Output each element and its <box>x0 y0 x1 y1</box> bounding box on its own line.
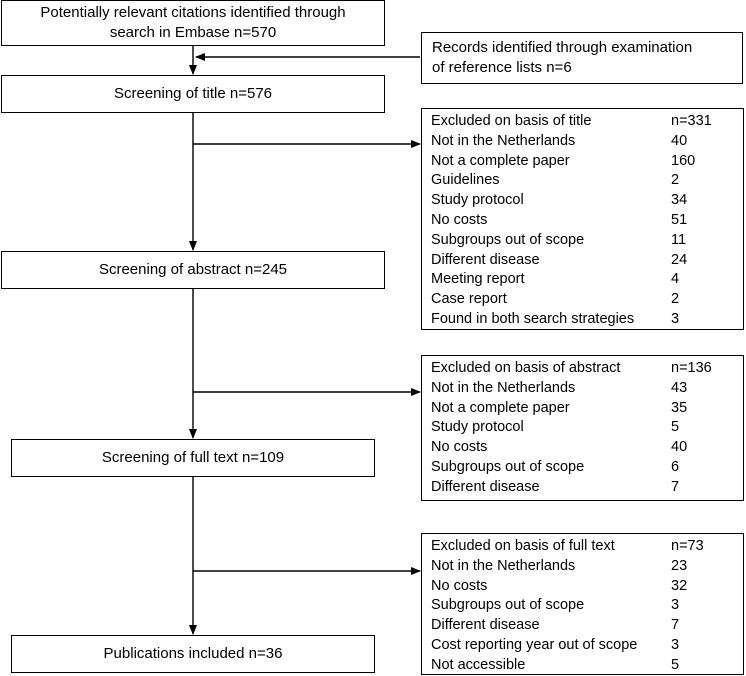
fulltext-exclusions-box <box>421 533 744 675</box>
exclusion-row: Excluded on basis of abstract n=136 <box>431 360 712 376</box>
exclusion-row: Not a complete paper 35 <box>431 399 688 416</box>
included-label: Publications included n=36 <box>103 645 283 662</box>
exclusion-row: Not in the Netherlands 40 <box>431 132 688 149</box>
exclusion-row: Meeting report 4 <box>431 271 680 288</box>
exclusion-row: Guidelines 2 <box>431 172 680 189</box>
abstract-exclusions-box <box>421 355 744 501</box>
exclusion-row: Not in the Netherlands 23 <box>431 557 688 574</box>
exclusion-row: Different disease 7 <box>431 617 680 634</box>
exclusion-row: Not in the Netherlands 43 <box>431 379 688 396</box>
screening-abstract-label: Screening of abstract n=245 <box>98 261 288 278</box>
screening-abstract-box <box>1 251 385 289</box>
screening-title-label: Screening of title n=576 <box>113 85 273 102</box>
screening-fulltext-box <box>11 439 375 477</box>
exclusion-row: Different disease 24 <box>431 251 688 268</box>
exclusion-row: No costs 51 <box>431 211 688 228</box>
exclusion-row: Not a complete paper 160 <box>431 152 696 169</box>
exclusion-row: No costs 32 <box>431 577 688 594</box>
exclusion-row: Subgroups out of scope 3 <box>431 597 680 614</box>
exclusion-row: Not accessible 5 <box>431 656 680 673</box>
reference-line-1: Records identified through examination <box>432 39 693 56</box>
screening-title-box <box>1 75 385 113</box>
exclusion-row: No costs 40 <box>431 439 688 456</box>
screening-fulltext-label: Screening of full text n=109 <box>101 449 285 466</box>
exclusion-row: Subgroups out of scope 11 <box>431 231 687 248</box>
exclusion-row: Excluded on basis of title n=331 <box>431 113 712 129</box>
exclusion-row: Found in both search strategies 3 <box>431 310 680 327</box>
identified-box <box>1 0 385 46</box>
exclusion-row: Different disease 7 <box>431 478 680 495</box>
included-box <box>11 635 375 673</box>
exclusion-row: Excluded on basis of full text n=73 <box>431 538 704 554</box>
exclusion-row: Study protocol 34 <box>431 192 688 209</box>
identified-line-1: Potentially relevant citations identified through <box>40 4 346 21</box>
reference-lists-box <box>421 32 743 84</box>
exclusion-row: Subgroups out of scope 6 <box>431 458 680 475</box>
identified-line-2: search in Embase n=570 <box>109 24 277 41</box>
exclusion-row: Case report 2 <box>431 291 680 308</box>
exclusion-row: Study protocol 5 <box>431 419 680 436</box>
exclusion-row: Cost reporting year out of scope 3 <box>431 636 680 653</box>
title-exclusions-box <box>421 108 744 330</box>
reference-line-2: of reference lists n=6 <box>432 59 572 76</box>
